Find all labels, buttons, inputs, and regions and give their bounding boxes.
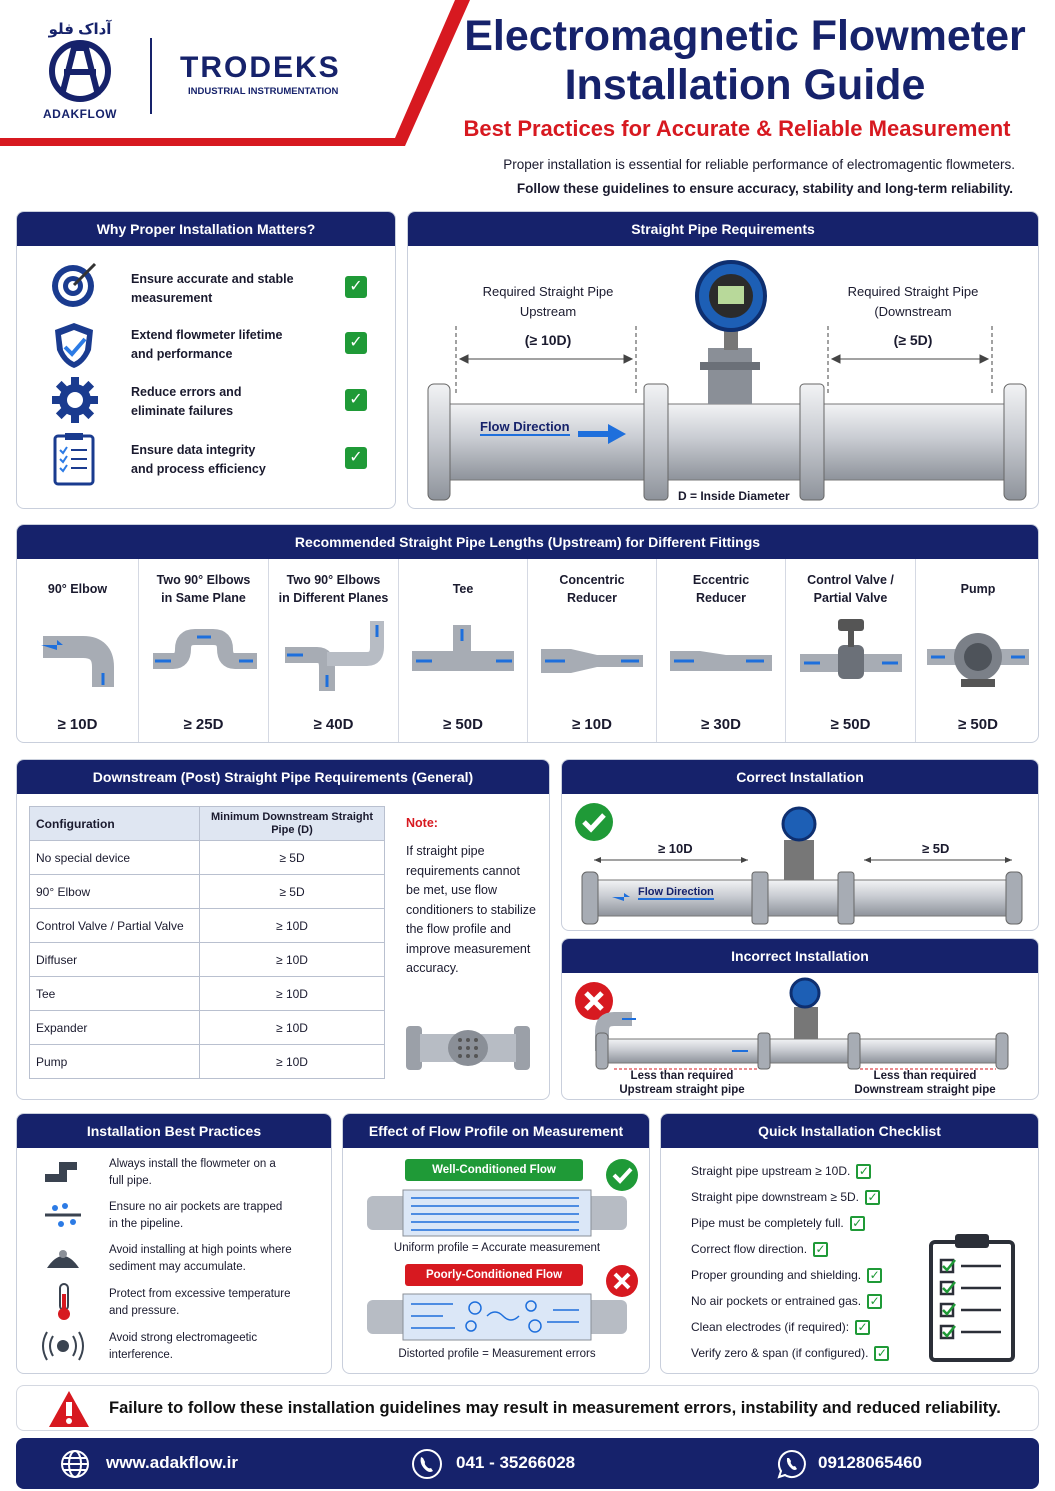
best-item-3: Avoid installing at high points where sediment may accumulate. xyxy=(109,1244,292,1273)
trodeks-logo xyxy=(180,50,360,97)
fitting-two-elbows-different-planes: Two 90° Elbows in Different Planes ≥ 40D xyxy=(269,559,399,743)
column-header-minimum: Minimum Downstream Straight Pipe (D) xyxy=(200,807,385,841)
flow-arrow-icon xyxy=(578,422,628,446)
whatsapp-icon xyxy=(776,1448,808,1480)
why-item-4-check-icon: ✓ xyxy=(345,447,367,469)
downstream-title: Downstream (Post) Straight Pipe Requirements (General) xyxy=(17,760,549,794)
correct-downstream-label: ≥ 5D xyxy=(922,841,950,856)
straight-pipe-panel xyxy=(407,211,1039,509)
checklist-item: Straight pipe downstream ≥ 5D. ✓ xyxy=(691,1190,880,1205)
flow-profile-title: Effect of Flow Profile on Measurement xyxy=(343,1114,649,1148)
incorrect-downstream-label: Less than required Downstream straight pipe xyxy=(854,1070,996,1096)
diameter-note: D = Inside Diameter xyxy=(678,489,790,503)
fitting-90-elbow: 90° Elbow ≥ 10D xyxy=(17,559,139,743)
table-row: Expander ≥ 10D xyxy=(30,1011,385,1045)
shield-check-icon xyxy=(51,320,97,375)
checklist-item: Straight pipe upstream ≥ 10D. ✓ xyxy=(691,1164,871,1179)
checkbox-checked-icon: ✓ xyxy=(874,1346,889,1361)
flow-conditioner-icon xyxy=(402,1018,534,1078)
full-pipe-icon xyxy=(43,1160,83,1190)
downstream-table-header xyxy=(30,807,385,841)
table-row: 90° Elbow ≥ 5D xyxy=(30,875,385,909)
eccentric-reducer-icon xyxy=(666,615,776,695)
phone-icon xyxy=(411,1448,443,1480)
well-conditioned-check-icon xyxy=(605,1158,639,1192)
warning-triangle-icon xyxy=(47,1389,91,1429)
column-header-configuration: Configuration xyxy=(30,807,200,841)
trodeks-wordmark: TRODEKS xyxy=(180,51,341,84)
fittings-title: Recommended Straight Pipe Lengths (Upstream) for Different Fittings xyxy=(17,525,1038,559)
fitting-two-elbows-same-plane: Two 90° Elbows in Same Plane ≥ 25D xyxy=(139,559,269,743)
incorrect-installation-title: Incorrect Installation xyxy=(562,939,1038,973)
fitting-control-valve: Control Valve / Partial Valve ≥ 50D xyxy=(786,559,916,743)
fitting-eccentric-reducer: Eccentric Reducer ≥ 30D xyxy=(657,559,786,743)
uniform-profile-caption: Uniform profile = Accurate measurement xyxy=(393,1242,601,1254)
best-item-5: Avoid strong electromageetic interference. xyxy=(109,1332,258,1361)
sediment-icon xyxy=(43,1242,83,1272)
best-practices-title: Installation Best Practices xyxy=(17,1114,331,1148)
fitting-pump: Pump ≥ 50D xyxy=(916,559,1039,743)
why-item-1-text: Ensure accurate and stable measurement xyxy=(131,272,294,305)
checklist-title: Quick Installation Checklist xyxy=(661,1114,1038,1148)
why-item-1-check-icon: ✓ xyxy=(345,276,367,298)
checklist-item: Verify zero & span (if configured). ✓ xyxy=(691,1346,889,1361)
checklist-item: Proper grounding and shielding. ✓ xyxy=(691,1268,882,1283)
warning-banner xyxy=(16,1385,1039,1431)
why-item-3-check-icon: ✓ xyxy=(345,389,367,411)
uniform-flow-diagram xyxy=(363,1188,631,1238)
correct-flow-direction-label: Flow Direction xyxy=(638,886,714,898)
checklist-item: Pipe must be completely full. ✓ xyxy=(691,1216,865,1231)
straight-pipe-title: Straight Pipe Requirements xyxy=(408,212,1038,246)
why-item-2-text: Extend flowmeter lifetime and performance xyxy=(131,328,283,361)
downstream-requirement: Required Straight Pipe (Downstream (≥ 5D) xyxy=(847,284,979,348)
adakflow-persian-name: آداک فلو xyxy=(48,21,112,38)
table-row: No special device ≥ 5D xyxy=(30,841,385,875)
checkbox-checked-icon: ✓ xyxy=(856,1164,871,1179)
incorrect-pipe-diagram xyxy=(562,973,1039,1073)
fittings-panel xyxy=(16,524,1039,743)
why-item-2-check-icon: ✓ xyxy=(345,332,367,354)
note-title: Note: xyxy=(406,816,438,830)
checklist-item: Correct flow direction. ✓ xyxy=(691,1242,828,1257)
checklist-panel xyxy=(660,1113,1039,1374)
pipe-diagram xyxy=(408,246,1039,509)
correct-installation-panel xyxy=(561,759,1039,931)
adakflow-emblem-icon xyxy=(42,40,118,102)
page-title-line1: Electromagnetic Flowmeter xyxy=(464,12,1026,60)
trodeks-tagline: INDUSTRIAL INSTRUMENTATION xyxy=(188,86,339,97)
page-title-line2: Installation Guide xyxy=(564,61,926,109)
table-row: Control Valve / Partial Valve ≥ 10D xyxy=(30,909,385,943)
distorted-flow-diagram xyxy=(363,1292,631,1344)
correct-pipe-diagram xyxy=(562,794,1039,931)
3d-elbow-icon xyxy=(279,615,389,695)
intro-line2: Follow these guidelines to ensure accuracy, stability and long-term reliability. xyxy=(516,181,1013,196)
best-item-2: Ensure no air pockets are trapped in the pipeline. xyxy=(109,1201,283,1230)
downstream-panel xyxy=(16,759,550,1100)
checkbox-checked-icon: ✓ xyxy=(855,1320,870,1335)
valve-icon xyxy=(796,615,906,695)
checkbox-checked-icon: ✓ xyxy=(865,1190,880,1205)
footer-bar xyxy=(16,1438,1039,1489)
pump-icon xyxy=(923,615,1033,695)
why-item-4-text: Ensure data integrity and process efficiency xyxy=(131,443,266,476)
why-panel xyxy=(16,211,396,509)
poorly-conditioned-badge: Poorly-Conditioned Flow xyxy=(405,1264,583,1286)
air-pocket-icon xyxy=(43,1200,83,1230)
globe-icon xyxy=(60,1449,90,1479)
checkbox-checked-icon: ✓ xyxy=(867,1268,882,1283)
double-elbow-icon xyxy=(149,615,259,695)
best-practices-panel xyxy=(16,1113,332,1374)
page-subtitle: Best Practices for Accurate & Reliable Measurement xyxy=(463,116,1011,141)
elbow-icon xyxy=(33,615,123,695)
correct-upstream-label: ≥ 10D xyxy=(658,841,693,856)
distorted-profile-caption: Distorted profile = Measurement errors xyxy=(398,1348,596,1360)
downstream-table xyxy=(29,806,385,1079)
header-titles xyxy=(462,12,1028,110)
fitting-tee: Tee ≥ 50D xyxy=(399,559,528,743)
interference-icon xyxy=(41,1328,85,1364)
incorrect-upstream-label: Less than required Upstream straight pipe xyxy=(619,1070,745,1096)
best-item-4: Protect from excessive temperature and pressure. xyxy=(109,1288,291,1317)
best-item-1: Always install the flowmeter on a full pipe. xyxy=(109,1158,276,1187)
thermometer-icon xyxy=(49,1282,79,1322)
concentric-reducer-icon xyxy=(537,615,647,695)
phone-number[interactable]: 041 - 35266028 xyxy=(456,1453,576,1472)
why-panel-title: Why Proper Installation Matters? xyxy=(17,212,395,246)
checkbox-checked-icon: ✓ xyxy=(813,1242,828,1257)
flow-profile-panel xyxy=(342,1113,650,1374)
adakflow-wordmark: ADAKFLOW xyxy=(43,107,117,121)
adakflow-logo xyxy=(40,20,120,124)
clipboard-icon xyxy=(53,432,97,491)
gear-icon xyxy=(51,376,99,429)
checklist-item: No air pockets or entrained gas. ✓ xyxy=(691,1294,882,1309)
target-icon xyxy=(49,260,99,315)
website-link[interactable]: www.adakflow.ir xyxy=(106,1453,238,1472)
checklist-item: Clean electrodes (if required): ✓ xyxy=(691,1320,870,1335)
note-text: If straight pipe requirements cannot be met, use flow conditioners to stabilize the flow profile and improve measurement accuracy. xyxy=(406,844,536,975)
flow-direction-label: Flow Direction xyxy=(480,419,570,434)
table-row: Diffuser ≥ 10D xyxy=(30,943,385,977)
table-row: Pump ≥ 10D xyxy=(30,1045,385,1079)
tee-icon xyxy=(408,615,518,695)
checklist-clipboard-icon xyxy=(927,1230,1017,1364)
well-conditioned-badge: Well-Conditioned Flow xyxy=(405,1159,583,1181)
upstream-requirement: Required Straight Pipe Upstream (≥ 10D) xyxy=(482,284,614,348)
incorrect-installation-panel xyxy=(561,938,1039,1100)
fitting-concentric-reducer: Concentric Reducer ≥ 10D xyxy=(528,559,657,743)
intro-line1: Proper installation is essential for reliable performance of electromagentic flowmeters. xyxy=(503,157,1015,172)
checkbox-checked-icon: ✓ xyxy=(867,1294,882,1309)
checkbox-checked-icon: ✓ xyxy=(850,1216,865,1231)
logo-divider xyxy=(150,38,152,114)
whatsapp-number[interactable]: 09128065460 xyxy=(818,1453,923,1472)
why-item-3-text: Reduce errors and eliminate failures xyxy=(131,385,242,418)
warning-text: Failure to follow these installation guidelines may result in measurement errors, instability and reduced reliability. xyxy=(109,1399,1001,1417)
table-row: Tee ≥ 10D xyxy=(30,977,385,1011)
correct-installation-title: Correct Installation xyxy=(562,760,1038,794)
